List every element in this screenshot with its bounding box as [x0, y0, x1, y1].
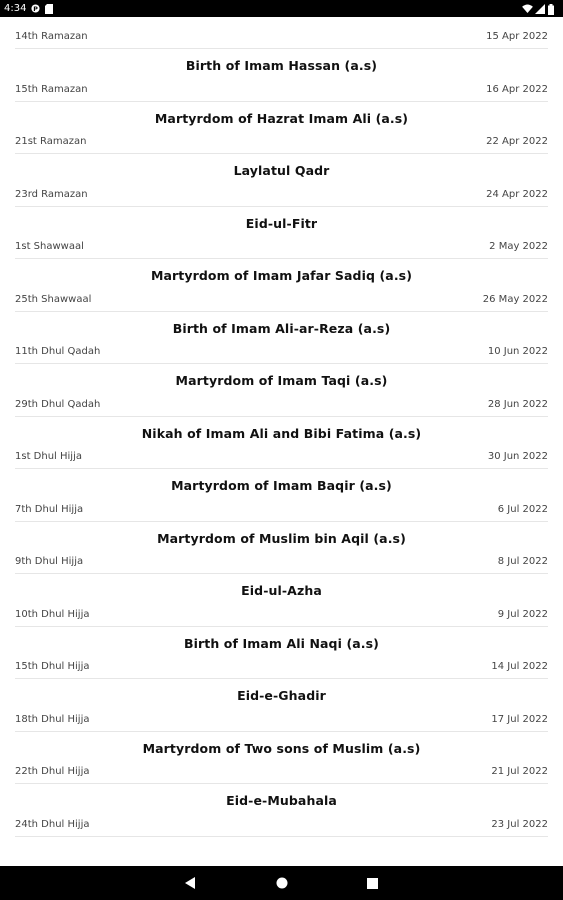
- event-title: Martyrdom of Imam Taqi (a.s): [175, 373, 388, 388]
- gregorian-date: 8 Jul 2022: [497, 556, 548, 567]
- gregorian-date: 28 Jun 2022: [487, 398, 548, 410]
- app-notification-icon: [31, 4, 40, 13]
- event-row[interactable]: [15, 259, 548, 312]
- islamic-date: 14th Ramazan: [15, 31, 88, 42]
- event-title: Martyrdom of Muslim bin Aqil (a.s): [157, 530, 406, 546]
- islamic-date: 29th Dhul Qadah: [15, 398, 101, 410]
- event-row[interactable]: [15, 207, 548, 260]
- gregorian-date: 21 Jul 2022: [491, 766, 548, 777]
- event-title: Eid-e-Mubahala: [226, 793, 337, 808]
- event-title: Martyrdom of Imam Jafar Sadiq (a.s): [150, 268, 413, 283]
- islamic-date: 18th Dhul Hijja: [15, 713, 90, 725]
- islamic-date: 9th Dhul Hijja: [15, 556, 84, 567]
- home-button[interactable]: [262, 866, 302, 900]
- islamic-date: 1st Dhul Hijja: [15, 451, 82, 462]
- event-row[interactable]: [15, 17, 548, 49]
- gregorian-date: 22 Apr 2022: [486, 136, 548, 147]
- event-row[interactable]: [15, 732, 548, 785]
- event-title: Laylatul Qadr: [233, 163, 330, 178]
- event-title: Martyrdom of Two sons of Muslim (a.s): [142, 740, 421, 756]
- gregorian-date: 24 Apr 2022: [486, 188, 548, 200]
- islamic-date: 15th Dhul Hijja: [15, 661, 90, 672]
- event-row[interactable]: [15, 312, 548, 365]
- islamic-date: 22th Dhul Hijja: [15, 766, 90, 777]
- event-row[interactable]: [15, 522, 548, 575]
- islamic-date: 7th Dhul Hijja: [15, 503, 84, 515]
- event-row[interactable]: [15, 102, 548, 155]
- islamic-date: 10th Dhul Hijja: [15, 608, 90, 620]
- islamic-date: 11th Dhul Qadah: [15, 346, 101, 357]
- gregorian-date: 30 Jun 2022: [487, 451, 548, 462]
- event-row[interactable]: [15, 679, 548, 732]
- event-title: Nikah of Imam Ali and Bibi Fatima (a.s): [141, 425, 422, 441]
- recents-button[interactable]: [352, 866, 392, 900]
- gregorian-date: 15 Apr 2022: [486, 31, 548, 42]
- event-title: Eid-e-Ghadir: [237, 688, 326, 703]
- navigation-bar: [0, 866, 563, 900]
- back-icon: [184, 874, 196, 893]
- event-row[interactable]: [15, 469, 548, 522]
- islamic-date: 1st Shawwaal: [15, 241, 84, 252]
- islamic-date: 23rd Ramazan: [15, 188, 88, 200]
- event-title: Birth of Imam Ali Naqi (a.s): [184, 635, 379, 651]
- status-time: 4:34: [4, 3, 27, 14]
- events-list[interactable]: [15, 17, 548, 866]
- event-title: Martyrdom of Hazrat Imam Ali (a.s): [154, 110, 409, 126]
- gregorian-date: 16 Apr 2022: [486, 83, 548, 95]
- gregorian-date: 23 Jul 2022: [491, 818, 548, 830]
- event-title: Eid-ul-Fitr: [245, 215, 318, 231]
- home-icon: [276, 874, 288, 893]
- islamic-date: 21st Ramazan: [15, 136, 87, 147]
- event-row[interactable]: [15, 574, 548, 627]
- battery-icon: [548, 4, 557, 13]
- islamic-date: 15th Ramazan: [15, 83, 88, 95]
- status-bar: [0, 0, 563, 17]
- event-row[interactable]: [15, 417, 548, 470]
- event-title: Martyrdom of Imam Baqir (a.s): [171, 478, 392, 493]
- signal-icon: [535, 4, 544, 13]
- svg-text:P: P: [33, 5, 39, 13]
- gregorian-date: 26 May 2022: [482, 293, 548, 305]
- gregorian-date: 6 Jul 2022: [497, 503, 548, 515]
- gregorian-date: 9 Jul 2022: [497, 608, 548, 620]
- recents-icon: [367, 874, 378, 893]
- event-title: Eid-ul-Azha: [241, 583, 322, 598]
- event-title: Birth of Imam Ali-ar-Reza (a.s): [172, 320, 391, 336]
- event-row[interactable]: [15, 49, 548, 102]
- gregorian-date: 14 Jul 2022: [491, 661, 548, 672]
- event-row[interactable]: [15, 154, 548, 207]
- sim-card-icon: [45, 4, 54, 13]
- back-button[interactable]: [170, 866, 210, 900]
- islamic-date: 25th Shawwaal: [15, 293, 92, 305]
- islamic-date: 24th Dhul Hijja: [15, 818, 90, 830]
- event-row[interactable]: [15, 364, 548, 417]
- event-row[interactable]: [15, 627, 548, 680]
- wifi-icon: [522, 4, 531, 13]
- event-row[interactable]: [15, 784, 548, 837]
- gregorian-date: 10 Jun 2022: [487, 346, 548, 357]
- gregorian-date: 17 Jul 2022: [491, 713, 548, 725]
- gregorian-date: 2 May 2022: [489, 241, 548, 252]
- event-title: Birth of Imam Hassan (a.s): [185, 58, 378, 73]
